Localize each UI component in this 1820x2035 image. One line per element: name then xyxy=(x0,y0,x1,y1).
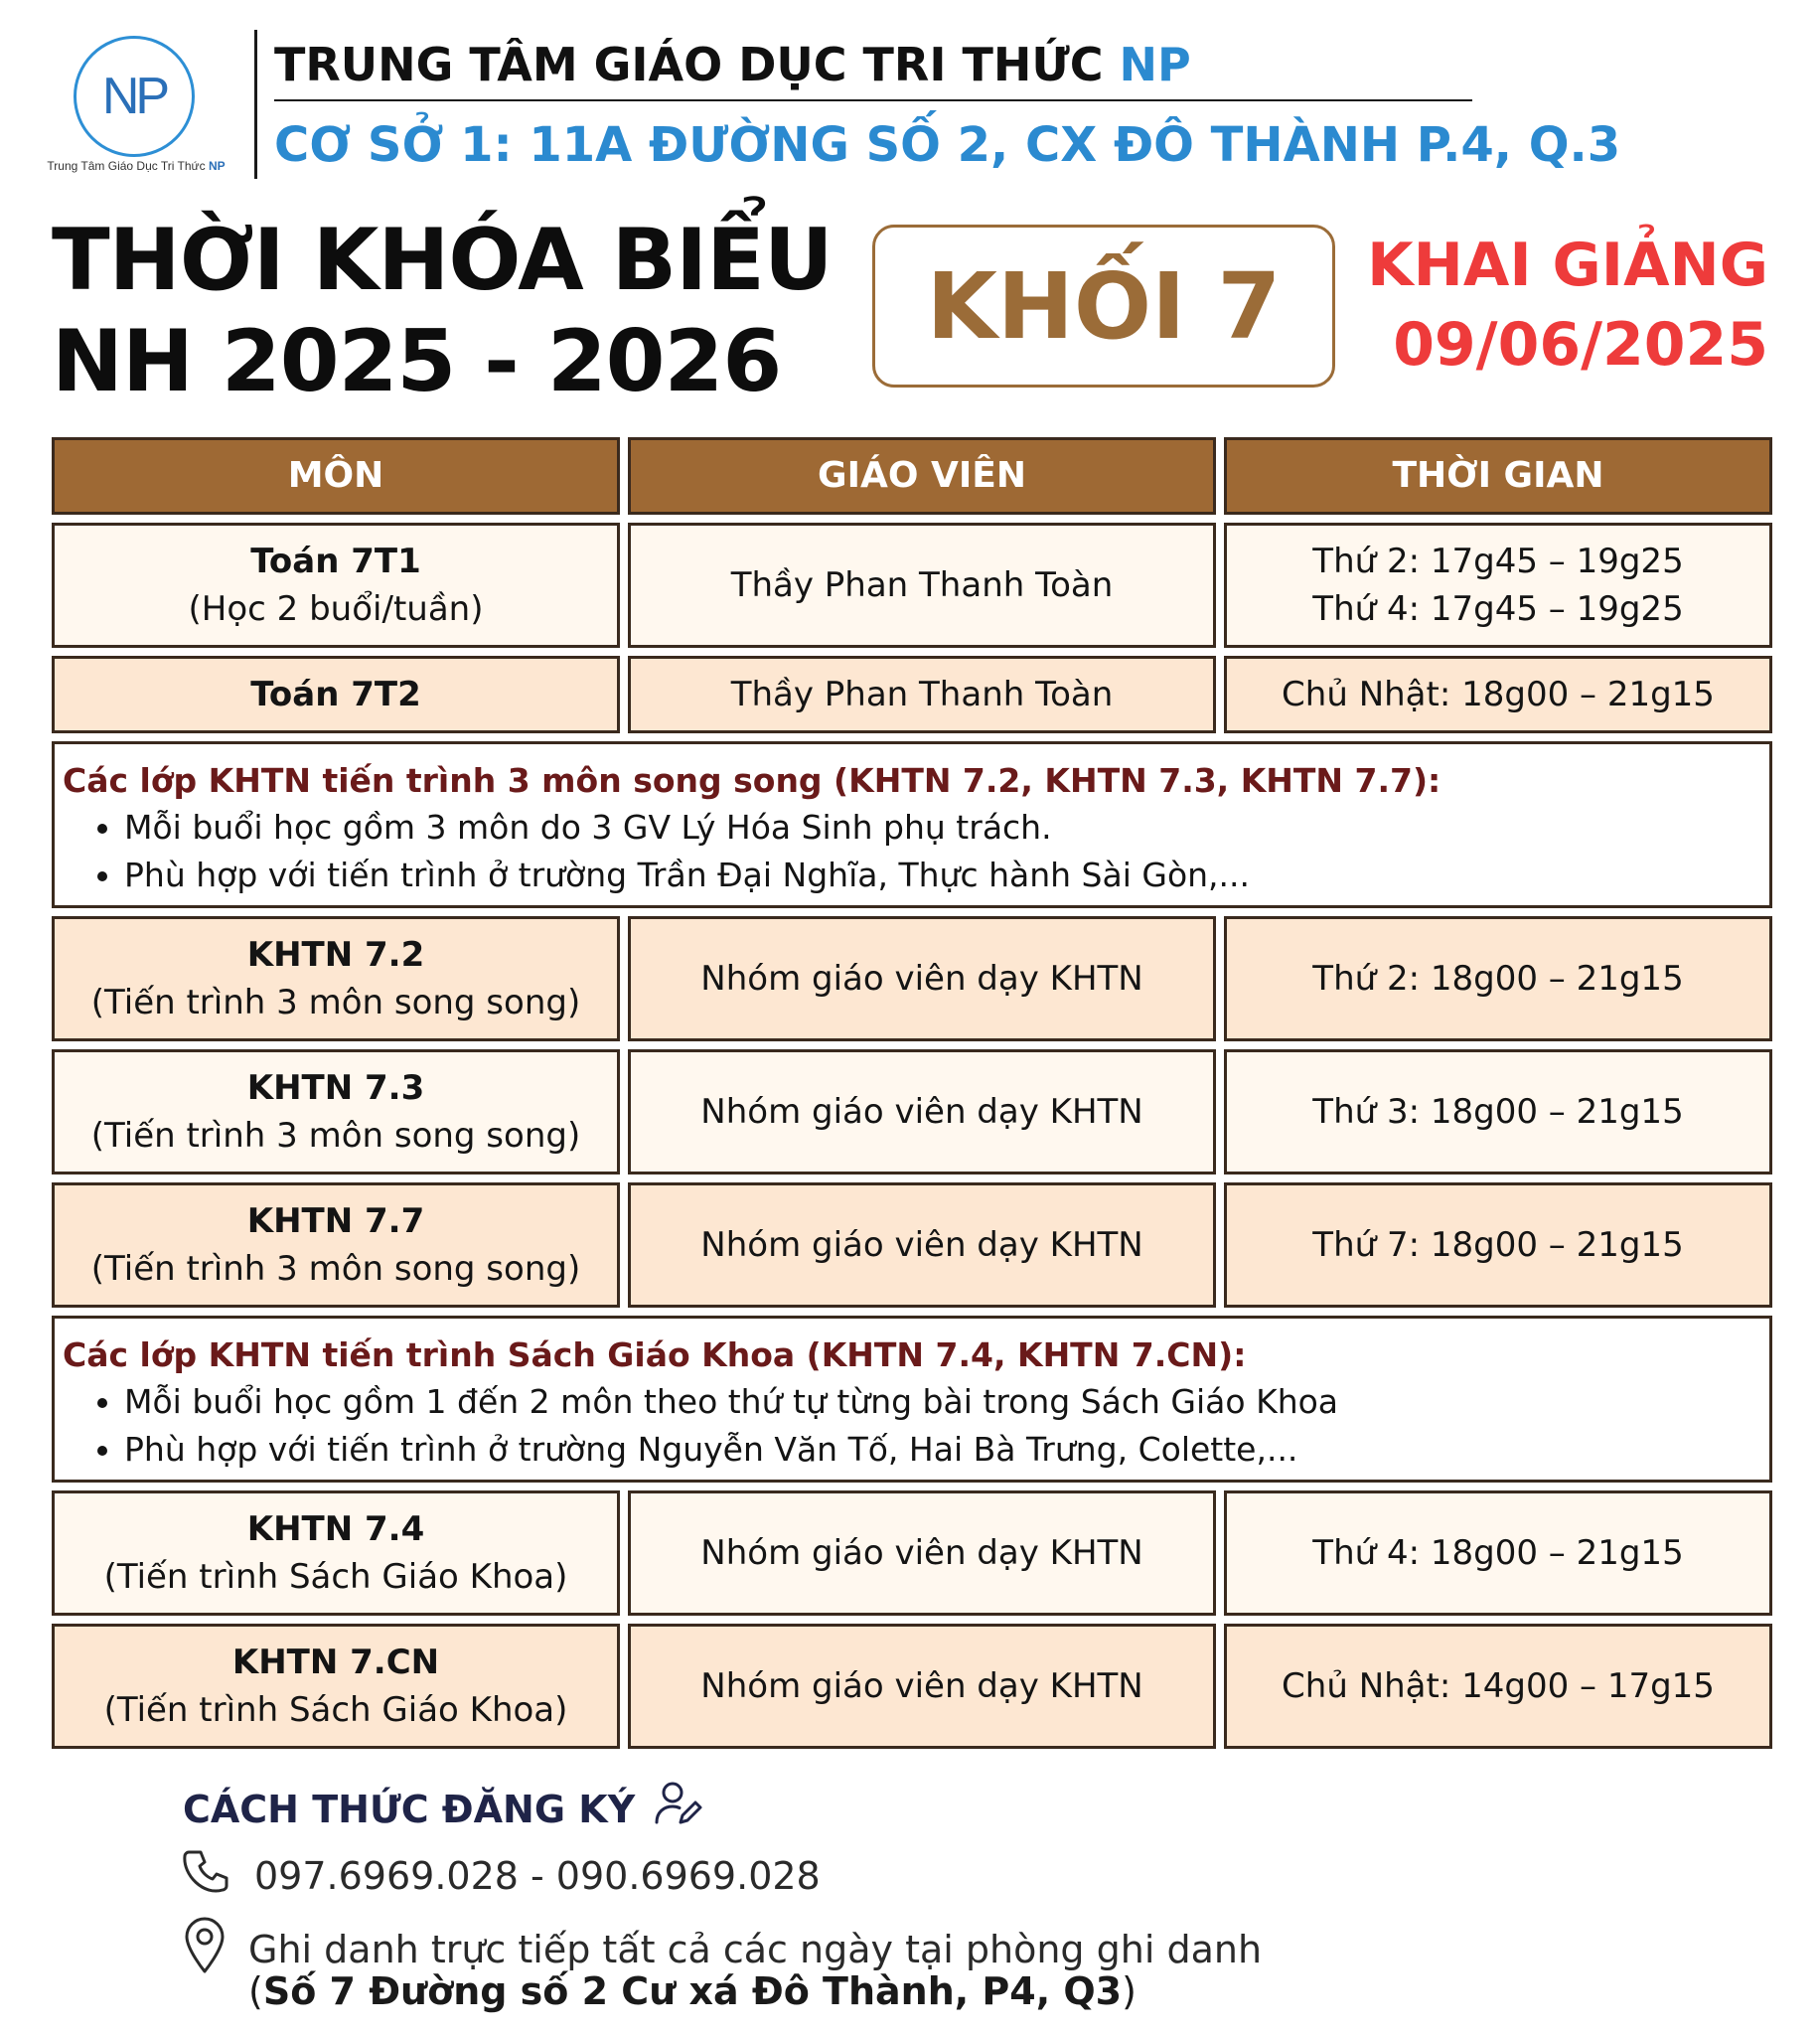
time-cell: Thứ 2: 18g00 – 21g15 xyxy=(1224,916,1772,1041)
table-row xyxy=(52,1624,1772,1749)
time-cell: Thứ 3: 18g00 – 21g15 xyxy=(1224,1049,1772,1174)
phone-line xyxy=(183,1846,821,1905)
time-cell: Chủ Nhật: 14g00 – 17g15 xyxy=(1224,1624,1772,1749)
teacher-cell: Nhóm giáo viên dạy KHTN xyxy=(628,916,1216,1041)
table-row xyxy=(52,1182,1772,1308)
column-header-subject: MÔN xyxy=(52,437,620,515)
school-year: NH 2025 - 2026 xyxy=(52,312,782,411)
table-row xyxy=(52,1049,1772,1174)
branch-address: CƠ SỞ 1: 11A ĐƯỜNG SỐ 2, CX ĐÔ THÀNH P.4, Q.3 xyxy=(274,117,1621,173)
table-row xyxy=(52,523,1772,648)
phone-icon xyxy=(183,1846,232,1905)
column-header-teacher: GIÁO VIÊN xyxy=(628,437,1216,515)
subject-cell: KHTN 7.2 (Tiến trình 3 môn song song) xyxy=(52,916,620,1041)
header-divider-vertical xyxy=(254,30,257,179)
column-header-time: THỜI GIAN xyxy=(1224,437,1772,515)
note-title: Các lớp KHTN tiến trình Sách Giáo Khoa (KHTN 7.4, KHTN 7.CN): xyxy=(63,1335,1247,1374)
note-title: Các lớp KHTN tiến trình 3 môn song song (KHTN 7.2, KHTN 7.3, KHTN 7.7): xyxy=(63,761,1441,800)
table-row xyxy=(52,656,1772,733)
location-pin-icon xyxy=(183,1916,227,1982)
table-header-row xyxy=(52,437,1772,515)
note-bullet-list xyxy=(63,804,1761,899)
logo-monogram: NP xyxy=(74,36,195,157)
opening-date: 09/06/2025 xyxy=(1393,310,1768,380)
address-intro: Ghi danh trực tiếp tất cả các ngày tại phòng ghi danh xyxy=(248,1927,1263,1971)
center-logo xyxy=(46,36,227,175)
note-bullet: • Phù hợp với tiến trình ở trường Nguyễn Văn Tố, Hai Bà Trưng, Colette,... xyxy=(124,1426,1761,1474)
khtn-parallel-note xyxy=(52,741,1772,908)
phone-numbers[interactable]: 097.6969.028 - 090.6969.028 xyxy=(254,1853,821,1898)
subject-cell: Toán 7T2 xyxy=(52,656,620,733)
time-cell: Chủ Nhật: 18g00 – 21g15 xyxy=(1224,656,1772,733)
page-title: THỜI KHÓA BIỂU xyxy=(52,211,833,310)
note-bullet: • Mỗi buổi học gồm 1 đến 2 môn theo thứ tự từng bài trong Sách Giáo Khoa xyxy=(124,1378,1761,1426)
subject-cell: KHTN 7.7 (Tiến trình 3 môn song song) xyxy=(52,1182,620,1308)
teacher-cell: Thầy Phan Thanh Toàn xyxy=(628,656,1216,733)
table-row xyxy=(52,1490,1772,1616)
subject-cell: KHTN 7.3 (Tiến trình 3 môn song song) xyxy=(52,1049,620,1174)
time-cell: Thứ 7: 18g00 – 21g15 xyxy=(1224,1182,1772,1308)
teacher-cell: Nhóm giáo viên dạy KHTN xyxy=(628,1049,1216,1174)
time-cell: Thứ 4: 18g00 – 21g15 xyxy=(1224,1490,1772,1616)
khtn-textbook-note xyxy=(52,1316,1772,1483)
teacher-cell: Nhóm giáo viên dạy KHTN xyxy=(628,1624,1216,1749)
time-cell: Thứ 2: 17g45 – 19g25 Thứ 4: 17g45 – 19g25 xyxy=(1224,523,1772,648)
teacher-cell: Nhóm giáo viên dạy KHTN xyxy=(628,1490,1216,1616)
header-divider-horizontal xyxy=(274,99,1472,101)
note-bullet: • Mỗi buổi học gồm 3 môn do 3 GV Lý Hóa Sinh phụ trách. xyxy=(124,804,1761,852)
logo-caption: Trung Tâm Giáo Dục Tri Thức NP xyxy=(47,159,226,173)
address-detail: (Số 7 Đường số 2 Cư xá Đô Thành, P4, Q3) xyxy=(248,1969,1137,2013)
note-bullet-list xyxy=(63,1378,1761,1474)
registration-title: CÁCH THỨC ĐĂNG KÝ xyxy=(183,1779,704,1839)
teacher-cell: Thầy Phan Thanh Toàn xyxy=(628,523,1216,648)
subject-cell: Toán 7T1 (Học 2 buổi/tuần) xyxy=(52,523,620,648)
note-bullet: • Phù hợp với tiến trình ở trường Trần Đại Nghĩa, Thực hành Sài Gòn,... xyxy=(124,852,1761,899)
user-edit-icon xyxy=(653,1779,704,1839)
table-row xyxy=(52,916,1772,1041)
grade-badge: KHỐI 7 xyxy=(872,225,1335,388)
center-name: TRUNG TÂM GIÁO DỤC TRI THỨC NP xyxy=(274,38,1191,91)
schedule-table xyxy=(52,437,1772,1757)
teacher-cell: Nhóm giáo viên dạy KHTN xyxy=(628,1182,1216,1308)
opening-label: KHAI GIẢNG xyxy=(1367,231,1768,300)
subject-cell: KHTN 7.4 (Tiến trình Sách Giáo Khoa) xyxy=(52,1490,620,1616)
subject-cell: KHTN 7.CN (Tiến trình Sách Giáo Khoa) xyxy=(52,1624,620,1749)
